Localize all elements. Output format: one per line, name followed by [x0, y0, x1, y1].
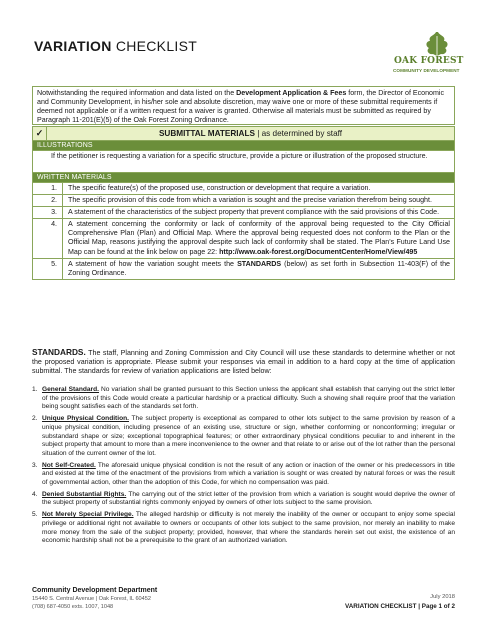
standard-item	[32, 415, 455, 459]
item-number: 2.	[33, 195, 63, 206]
page-footer	[32, 587, 455, 615]
standards-intro-text: The staff, Planning and Zoning Commission and City Council will use these standards to determine whether or not the proposed variation is appropriate. Please submit your responses via email in addition to a hard copy at the time of application submittal. The standards for review of variation applications are listed below:	[32, 349, 455, 376]
standard-item	[32, 386, 455, 412]
oak-forest-logo	[390, 30, 464, 80]
standard-number: 1.	[32, 386, 38, 393]
item-text: A statement of the characteristics of the subject property that prevent compliance with the said provisions of this Code.	[68, 208, 440, 217]
item-number: 1.	[33, 183, 63, 194]
item-text-body: A statement concerning the conformity or lack of conformity of the approval being requested to the City Official Comprehensive Plan (Plan) and Official Map. Where the approval being requested does not conform to the Plan or the Official Map, reasons justifying the approval despite such lack of conformity shall be stated. The Plan's Future Land Use Map can be found at the link below on page 22:	[68, 220, 450, 256]
table-header-label	[47, 127, 454, 140]
list-item	[33, 183, 454, 195]
section-written-materials: WRITTEN MATERIALS	[33, 173, 454, 183]
footer-date: July 2018	[430, 594, 455, 600]
item-number: 3.	[33, 207, 63, 218]
standard-text: The subject property is exceptional as compared to other lots subject to the same provision by reason of a unique physical condition, including presence of an existing use, structure or sign, whether conforming or nonconforming; irregular or substandard shape or size; exceptional topographical features; or other extraordinary physical conditions peculiar to and inherent in the subject property that amount to more than a mere inconvenience to the owner and that relate to or arise out of the lot rather than the personal situation of the current owner of the lot.	[42, 415, 456, 457]
header-rest: | as determined by staff	[254, 129, 343, 138]
footer-org: Community Development Department	[32, 587, 158, 594]
item-text-after: (below) as set forth in Subsection 11-403(F) of the Zoning Ordinance.	[68, 259, 450, 277]
standard-title: Not Self-Created.	[42, 461, 96, 469]
standard-title: Unique Physical Condition.	[42, 415, 129, 423]
standard-number: 3.	[32, 461, 38, 469]
illustrations-text: If the petitioner is requesting a variation for a specific structure, provide a picture or illustration of the proposed structure.	[33, 151, 454, 173]
page-header	[32, 30, 464, 80]
future-land-use-link[interactable]: http://www.oak-forest.org/DocumentCenter/Home/View/495	[219, 247, 418, 256]
standard-body	[42, 386, 455, 412]
standards-reference: STANDARDS	[237, 259, 282, 268]
list-item	[33, 259, 454, 279]
standard-number: 4.	[32, 490, 38, 498]
list-item	[33, 207, 454, 219]
item-number: 5.	[33, 259, 63, 279]
title-bold: VARIATION	[34, 38, 112, 54]
checkmark-icon: ✓	[33, 127, 47, 140]
standards-heading: STANDARDS.	[32, 347, 86, 357]
logo-subtext: COMMUNITY DEVELOPMENT	[393, 68, 460, 73]
intro-text-2: form, the Director of Economic and Community Development, in his/her sole and absolute discretion, may waive one or more of these submittal requirements if deemed not applicable or if a written request for a waiver is granted. Otherwise all materials must be submitted as required by Paragraph 11-201(E)(5) of the Oak Forest Zoning Ordinance.	[37, 89, 445, 125]
standard-title: Denied Substantial Rights.	[42, 490, 127, 498]
standard-number: 5.	[32, 511, 38, 519]
item-text	[63, 219, 454, 257]
standard-text: The carrying out of the strict letter of the provision from which a variation is sought would deprive the owner of the subject property of substantial rights commonly enjoyed by owners of other lots subject to the same provision.	[42, 490, 455, 507]
table-header-row	[33, 127, 454, 141]
section-illustrations: ILLUSTRATIONS	[33, 141, 454, 151]
item-text: The specific feature(s) of the proposed use, construction or development that require a variation.	[68, 184, 371, 192]
footer-address: 15440 S. Central Avenue | Oak Forest, IL 60452	[32, 596, 151, 602]
standard-item	[32, 511, 455, 546]
standard-text: The aforesaid unique physical condition is not the result of any action or inaction of the owner or his predecessors in title and existed at the time of the enactment of the provisions from which a variation is sought or was created by natural forces or was the result of governmental action, other than the adoption of this Code, for which no compensation was paid.	[42, 461, 455, 487]
submittal-materials-table	[32, 126, 455, 280]
footer-page-number: VARIATION CHECKLIST | Page 1 of 2	[345, 603, 455, 610]
list-item	[33, 195, 454, 207]
item-number: 4.	[33, 219, 63, 257]
standards-intro	[32, 348, 455, 376]
header-bold: SUBMITTAL MATERIALS	[158, 129, 255, 138]
intro-text-1: Notwithstanding the required information and data listed on the	[37, 89, 237, 97]
standard-title: Not Merely Special Privilege.	[42, 511, 134, 519]
item-text	[63, 259, 454, 279]
logo-text: OAK FOREST	[394, 56, 464, 66]
standard-text: No variation shall be granted pursuant to this Section unless the applicant shall establish that carrying out the strict letter of the provisions of this Code would create a particular hardship or a practical difficulty. Such a showing shall require proof that the variation being sought satisfies each of the standards set forth.	[42, 386, 455, 411]
list-item	[33, 219, 454, 258]
item-text: The specific provision of this code from which a variation is sought and the precise variation therefrom being sought.	[68, 196, 432, 205]
standards-list	[32, 386, 455, 549]
standard-body	[42, 511, 455, 546]
intro-box	[32, 86, 455, 125]
page-title	[34, 38, 197, 54]
standard-body	[42, 415, 455, 459]
standard-number: 2.	[32, 415, 38, 423]
standard-text: The alleged hardship or difficulty is not merely the inability of the owner or occupant to enjoy some special privilege or additional right not available to owners or occupants of other lots subject to the same provision, nor merely an inability to make more money from the sale of the subject property; provided, however, that where the standards herein set out exist, the existence of an economic hardship shall not be a prerequisite to the grant of an authorized variation.	[42, 511, 455, 545]
standard-title: General Standard.	[42, 386, 99, 393]
standard-item	[32, 491, 455, 508]
title-rest: CHECKLIST	[111, 38, 198, 54]
footer-phone: (708) 687-4050 exts. 1007, 1048	[32, 604, 114, 610]
intro-bold-form-name: Development Application & Fees	[236, 89, 347, 97]
standard-body	[42, 491, 455, 508]
standard-body	[42, 462, 455, 488]
standard-item	[32, 462, 455, 488]
item-text-body: A statement of how the variation sought meets the	[68, 259, 238, 268]
